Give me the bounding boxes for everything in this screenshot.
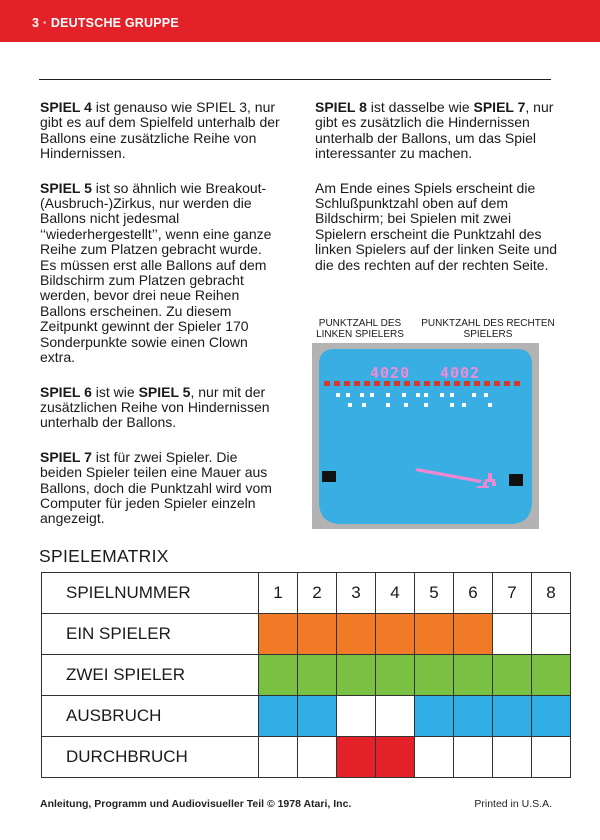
game-matrix-table [41, 572, 571, 778]
paragraph-score-info [315, 181, 560, 273]
balloon [404, 403, 408, 407]
matrix-cell-filled [415, 655, 454, 696]
paragraph-text: ist genauso wie SPIEL 3, nur gibt es auf dem Spielfeld unterhalb der Ballons eine zusätzliche Reihe von Hindernissen. [40, 99, 280, 162]
matrix-row [42, 655, 571, 696]
matrix-cell-filled [259, 696, 298, 737]
matrix-cell-filled [259, 614, 298, 655]
balloon [514, 381, 520, 386]
balloon [424, 403, 428, 407]
matrix-row [42, 614, 571, 655]
game-number-cell: 1 [259, 573, 298, 614]
balloon [416, 393, 420, 397]
matrix-cell-filled [259, 655, 298, 696]
balloon [362, 403, 366, 407]
paragraph-text: ist wie [91, 383, 139, 400]
matrix-cell-filled [298, 614, 337, 655]
matrix-cell-filled [298, 655, 337, 696]
balloon [346, 393, 350, 397]
balloon [462, 403, 466, 407]
row-label: EIN SPIELER [42, 614, 259, 655]
matrix-cell-filled [493, 696, 532, 737]
score-left: 4020 [370, 364, 411, 382]
matrix-cell-empty [454, 737, 493, 778]
page-section-title: 3 · DEUTSCHE GRUPPE [32, 16, 179, 30]
matrix-cell-filled [415, 696, 454, 737]
balloon [424, 381, 430, 386]
balloon [360, 393, 364, 397]
matrix-cell-filled [376, 614, 415, 655]
paragraph-text: , nur gibt es zusätzlich die Hindernissen unterhalb der Ballons, um das Spiel interessanter zu machen. [315, 99, 554, 162]
balloon [324, 381, 330, 386]
caption-right-player-score: PUNKTZAHL DES RECHTEN SPIELERS [421, 318, 555, 340]
game-name: SPIEL 7 [473, 99, 526, 115]
game-number-cell: 8 [532, 573, 571, 614]
matrix-row [42, 696, 571, 737]
matrix-cell-empty [493, 737, 532, 778]
left-wall-block [322, 471, 336, 482]
row-label: AUSBRUCH [42, 696, 259, 737]
matrix-cell-empty [415, 737, 454, 778]
matrix-cell-filled [376, 737, 415, 778]
matrix-cell-filled [337, 737, 376, 778]
balloon [424, 393, 428, 397]
caption-left-player-score: PUNKTZAHL DES LINKEN SPIELERS [316, 318, 404, 340]
balloon [414, 381, 420, 386]
game-number-cell: 5 [415, 573, 454, 614]
balloon [386, 393, 390, 397]
paragraph-spiel-6 [40, 385, 280, 431]
game-number-cell: 2 [298, 573, 337, 614]
playfield [319, 349, 532, 524]
right-wall-block [509, 474, 523, 486]
matrix-cell-empty [532, 737, 571, 778]
matrix-title: SPIELEMATRIX [39, 546, 169, 566]
balloon [488, 403, 492, 407]
matrix-cell-filled [454, 614, 493, 655]
right-text-column [315, 100, 560, 292]
paragraph-text: ist so ähnlich wie Breakout-(Ausbruch-)Zirkus, nur werden die Ballons nicht jedesmal ‘‘wiederhergestellt’’, wenn eine ganze Reihe zum Platzen gebracht wurde. Es müssen erst alle Ballons auf dem Bildschirm zum Platzen gebracht werden, bevor drei neue Reihen Ballons erscheinen. Zu diesem Zeitpunkt gewinnt der Spieler 170 Sonderpunkte sowie einen Clown extra. [40, 179, 272, 366]
balloon [440, 393, 444, 397]
balloon [450, 403, 454, 407]
left-text-column [40, 100, 280, 546]
game-name: SPIEL 5 [40, 179, 92, 196]
game-number-cell: 3 [337, 573, 376, 614]
paragraph-text: Am Ende eines Spiels erscheint die Schlußpunktzahl oben auf dem Bildschirm; bei Spielen mit zwei Spielern erscheint die Punktzahl des linken Spielers auf der linken Seite und die des rechten auf der rechten Seite. [315, 179, 558, 273]
matrix-cell-filled [298, 696, 337, 737]
matrix-cell-filled [454, 696, 493, 737]
balloon [334, 381, 340, 386]
balloon [402, 393, 406, 397]
matrix-cell-empty [259, 737, 298, 778]
paragraph-spiel-7 [40, 450, 280, 527]
paragraph-text: ist dasselbe wie [366, 99, 474, 115]
balloon [494, 381, 500, 386]
game-name: SPIEL 8 [315, 99, 367, 115]
matrix-cell-filled [493, 655, 532, 696]
matrix-cell-filled [454, 655, 493, 696]
paragraph-spiel-4 [40, 100, 280, 162]
paragraph-text: , nur mit der zusätzlichen Reihe von Hindernissen unterhalb der Ballons. [40, 383, 270, 431]
header-bar [0, 0, 600, 42]
balloon [386, 403, 390, 407]
matrix-cell-empty [298, 737, 337, 778]
game-screenshot [312, 343, 539, 529]
balloon [484, 393, 488, 397]
game-name: SPIEL 5 [138, 383, 191, 400]
row-label: ZWEI SPIELER [42, 655, 259, 696]
footer-printed: Printed in U.S.A. [474, 798, 552, 810]
score-right: 4002 [440, 364, 481, 382]
matrix-cell-empty [376, 696, 415, 737]
matrix-cell-filled [337, 655, 376, 696]
matrix-cell-filled [532, 696, 571, 737]
balloon [484, 381, 490, 386]
paragraph-spiel-5 [40, 181, 280, 366]
game-name: SPIEL 7 [40, 448, 92, 465]
game-name: SPIEL 4 [40, 99, 92, 115]
matrix-cell-filled [415, 614, 454, 655]
matrix-row [42, 737, 571, 778]
matrix-cell-empty [493, 614, 532, 655]
balloon [450, 393, 454, 397]
balloon [370, 393, 374, 397]
game-number-cell: 4 [376, 573, 415, 614]
matrix-cell-filled [376, 655, 415, 696]
paragraph-text: ist für zwei Spieler. Die beiden Spieler teilen eine Mauer aus Ballons, doch die Punktzahl wird vom Computer für jeden Spieler einzeln angezeigt. [40, 448, 272, 527]
matrix-cell-empty [532, 614, 571, 655]
header-rule [39, 79, 551, 80]
balloon [504, 381, 510, 386]
balloon [344, 381, 350, 386]
balloon [336, 393, 340, 397]
balloon [472, 393, 476, 397]
matrix-cell-filled [532, 655, 571, 696]
matrix-cell-empty [337, 696, 376, 737]
matrix-header-row [42, 573, 571, 614]
game-number-cell: 7 [493, 573, 532, 614]
footer-copyright: Anleitung, Programm und Audiovisueller Teil © 1978 Atari, Inc. [40, 798, 352, 810]
row-label: DURCHBRUCH [42, 737, 259, 778]
balloon [354, 381, 360, 386]
matrix-cell-filled [337, 614, 376, 655]
balloon [348, 403, 352, 407]
game-number-cell: 6 [454, 573, 493, 614]
header-label: SPIELNUMMER [42, 573, 259, 614]
game-name: SPIEL 6 [40, 383, 92, 400]
paragraph-spiel-8 [315, 100, 560, 162]
